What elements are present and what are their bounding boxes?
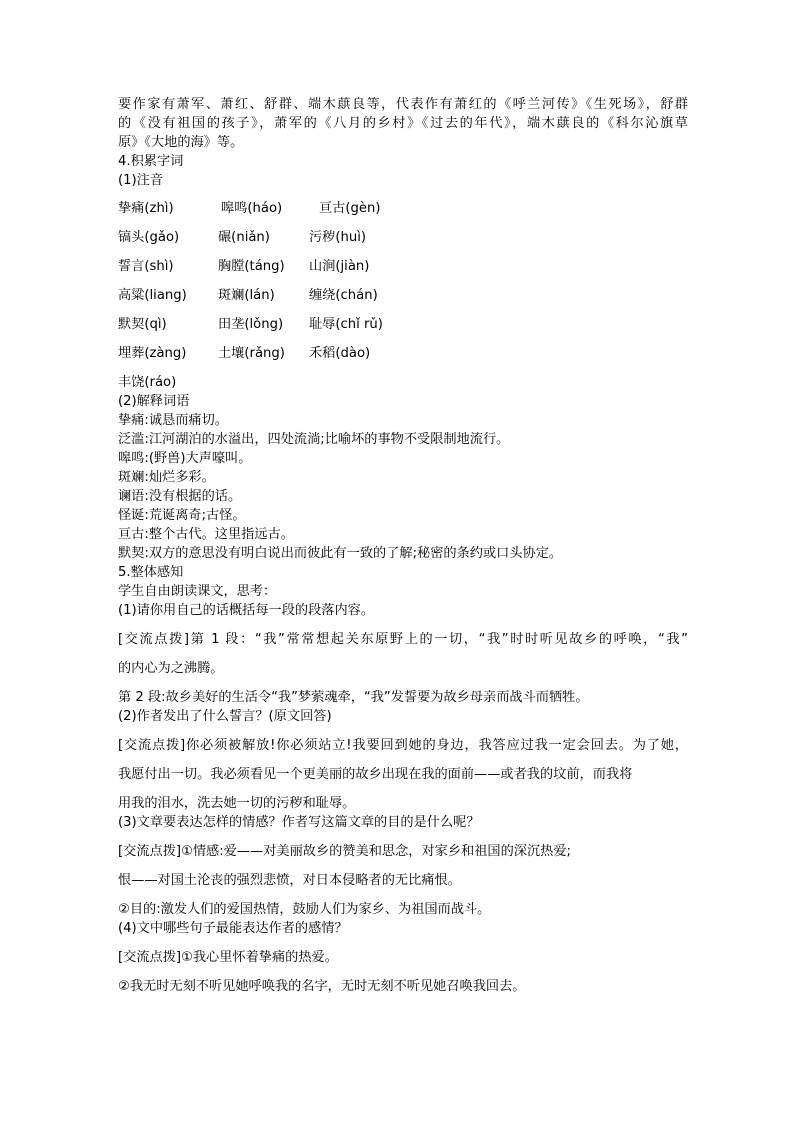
pinyin-word: 山涧(jiàn) [309,259,370,274]
answer-1-line: 第 2 段:故乡美好的生活令“我”梦萦魂牵，“我”发誓要为故乡母亲而战斗而牺牲。 [118,690,589,705]
definition-item: 怪诞:荒诞离奇;古怪。 [118,508,246,523]
answer-3-line: 恨——对国土沦丧的强烈悲愤，对日本侵略者的无比痛恨。 [118,873,461,888]
question-2: (2)作者发出了什么誓言？(原文回答) [118,709,332,724]
pinyin-word: 禾稻(dào) [309,346,371,361]
answer-4-line: [交流点拨]①我心里怀着挚痛的热爱。 [118,950,338,965]
pinyin-row [118,199,688,228]
section-5-heading: 5.整体感知 [118,565,184,580]
answer-2-line: 我愿付出一切。我必须看见一个更美丽的故乡出现在我的面前——或者我的坟前，而我将 [118,767,633,782]
pinyin-word: 誓言(shì) [118,259,174,274]
pinyin-word: 埋葬(zàng) [118,346,187,361]
pinyin-word: 田垄(lǒng) [218,317,284,332]
pinyin-word: 挚痛(zhì) [118,201,174,216]
pinyin-word: 胸膛(táng) [218,259,285,274]
pinyin-row [118,373,688,392]
pinyin-row [118,286,688,315]
definition-item: 嗥鸣:(野兽)大声嚎叫。 [118,451,252,466]
question-1: (1)请你用自己的话概括每一段的段落内容。 [118,603,375,618]
definition-item: 斑斓:灿烂多彩。 [118,470,215,485]
answer-2-line: 用我的泪水，洗去她一切的污秽和耻辱。 [118,796,356,811]
pinyin-subheading: (1)注音 [118,173,164,188]
definitions-subheading: (2)解释词语 [118,394,190,409]
pinyin-word: 嗥鸣(háo) [221,201,283,216]
definition-item: 默契:双方的意思没有明白说出而彼此有一致的了解;秘密的条约或口头协定。 [118,546,563,561]
pinyin-row [118,344,688,373]
pinyin-row [118,257,688,286]
pinyin-word: 污秽(huì) [309,230,367,245]
answer-3-line: [交流点拨]①情感:爱——对美丽故乡的赞美和思念，对家乡和祖国的深沉热爱; [118,844,571,859]
pinyin-word: 耻辱(chǐ rǔ) [309,317,383,332]
answer-2-line: [交流点拨]你必须被解放!你必须站立!我要回到她的身边，我答应过我一定会回去。为了她， [118,738,688,753]
pinyin-word: 土壤(rǎng) [218,346,285,361]
definition-item: 挚痛:诚恳而痛切。 [118,413,228,428]
answer-1-line: [交流点拨]第 1 段：“我”常常想起关东原野上的一切，“我”时时听见故乡的呼唤，“我” [118,632,688,647]
definition-item: 亘古:整个古代。这里指远古。 [118,527,294,542]
pinyin-row [118,315,688,344]
pinyin-word: 碾(niǎn) [218,230,270,245]
intro-line-2: 的《没有祖国的孩子》，萧军的《八月的乡村》《过去的年代》，端木蕻良的《科尔沁旗草 [118,116,688,131]
definition-item: 泛滥:江河湖泊的水溢出，四处流淌;比喻坏的事物不受限制地流行。 [118,432,510,447]
pinyin-word: 高粱(liang) [118,288,187,303]
document-page [118,95,688,996]
pinyin-word: 亘古(gèn) [319,201,381,216]
pinyin-table [118,199,688,392]
section-4-heading: 4.积累字词 [118,154,184,169]
question-4: (4)文中哪些句子最能表达作者的感情？ [118,921,348,936]
question-3: (3)文章要表达怎样的情感？作者写这篇文章的目的是什么呢？ [118,815,480,830]
answer-3-line: ②目的:激发人们的爱国热情，鼓励人们为家乡、为祖国而战斗。 [118,902,491,917]
pinyin-word: 缠绕(chán) [309,288,378,303]
pinyin-word: 斑斓(lán) [218,288,275,303]
pinyin-row [118,228,688,257]
definition-item: 谰语:没有根据的话。 [118,489,242,504]
reading-prompt: 学生自由朗读课文，思考： [118,584,277,599]
answer-1-line: 的内心为之沸腾。 [118,661,224,676]
pinyin-word: 镐头(gǎo) [118,230,180,245]
pinyin-word: 默契(qì) [118,317,167,332]
answer-4-line: ②我无时无刻不听见她呼唤我的名字，无时无刻不听见她召唤我回去。 [118,979,526,994]
pinyin-word: 丰饶(ráo) [118,375,177,390]
intro-line-1: 要作家有萧军、萧红、舒群、端木蕻良等，代表作有萧红的《呼兰河传》《生死场》，舒群 [118,97,688,112]
intro-line-3: 原》《大地的海》等。 [118,135,244,150]
